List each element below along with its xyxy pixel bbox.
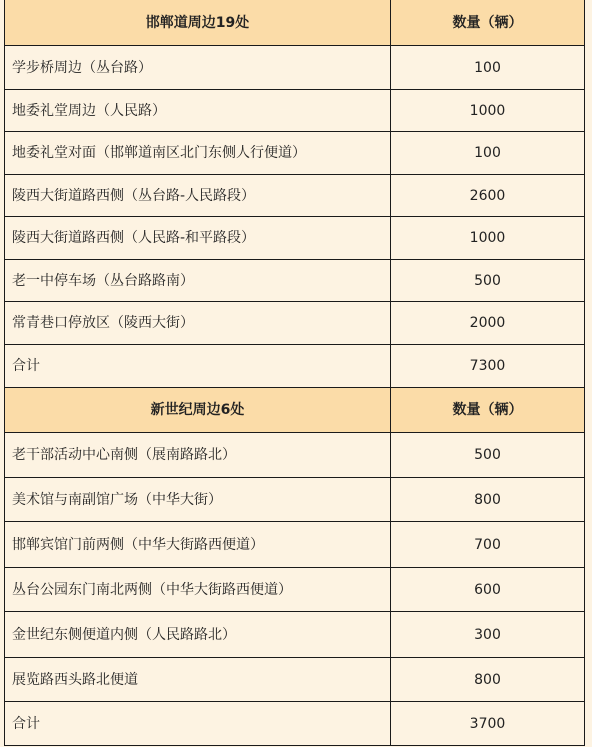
vehicle-count: 800 [391,658,585,702]
location-name: 陵西大街道路西侧（丛台路-人民路段） [5,175,391,217]
total-label: 合计 [5,345,391,388]
total-count: 7300 [391,345,585,388]
vehicle-count: 300 [391,612,585,658]
vehicle-count: 800 [391,478,585,522]
vehicle-count: 700 [391,522,585,568]
parking-table [4,0,585,746]
table-row [5,522,585,568]
total-row [5,702,585,746]
location-name: 地委礼堂周边（人民路） [5,90,391,132]
table-row [5,612,585,658]
vehicle-count: 500 [391,433,585,478]
section-title: 邯郸道周边19处 [5,0,391,46]
location-name: 展览路西头路北便道 [5,658,391,702]
location-name: 陵西大街道路西侧（人民路-和平路段） [5,217,391,260]
table-row [5,568,585,612]
vehicle-count: 600 [391,568,585,612]
vehicle-count: 100 [391,132,585,175]
vehicle-count: 2600 [391,175,585,217]
total-label: 合计 [5,702,391,746]
table-row [5,132,585,175]
table-row [5,46,585,90]
location-name: 老一中停车场（丛台路路南） [5,260,391,302]
section-header [5,0,585,46]
table-row [5,217,585,260]
location-name: 常青巷口停放区（陵西大街） [5,302,391,345]
vehicle-count: 500 [391,260,585,302]
location-name: 金世纪东侧便道内侧（人民路路北） [5,612,391,658]
location-name: 美术馆与南副馆广场（中华大街） [5,478,391,522]
vehicle-count: 2000 [391,302,585,345]
total-count: 3700 [391,702,585,746]
location-name: 地委礼堂对面（邯郸道南区北门东侧人行便道） [5,132,391,175]
table-row [5,90,585,132]
table-row [5,302,585,345]
table-row [5,658,585,702]
table-row [5,175,585,217]
location-name: 丛台公园东门南北两侧（中华大街路西便道） [5,568,391,612]
table-row [5,260,585,302]
location-name: 邯郸宾馆门前两侧（中华大街路西便道） [5,522,391,568]
count-column-header: 数量（辆） [391,388,585,433]
table-row [5,433,585,478]
vehicle-count: 1000 [391,90,585,132]
location-name: 老干部活动中心南侧（展南路路北） [5,433,391,478]
table-row [5,478,585,522]
total-row [5,345,585,388]
vehicle-count: 100 [391,46,585,90]
location-name: 学步桥周边（丛台路） [5,46,391,90]
section-title: 新世纪周边6处 [5,388,391,433]
section-header [5,388,585,433]
vehicle-count: 1000 [391,217,585,260]
count-column-header: 数量（辆） [391,0,585,46]
